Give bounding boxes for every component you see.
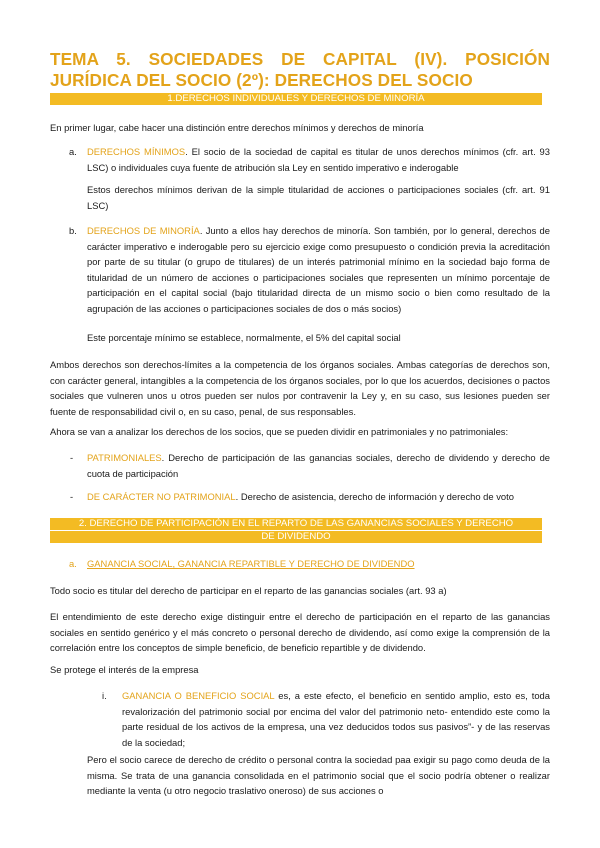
dash2-text: . Derecho de asistencia, derecho de información y derecho de voto — [235, 491, 514, 502]
paragraph-protege: Se protege el interés de la empresa — [50, 664, 199, 675]
list-item-ganancia-beneficio — [122, 688, 550, 750]
list-item-no-patrimonial — [87, 489, 550, 505]
section-heading-1: 1.DERECHOS INDIVIDUALES Y DERECHOS DE MINORÍA — [50, 93, 542, 105]
item-b-note: Este porcentaje mínimo se establece, normalmente, el 5% del capital social — [87, 332, 401, 343]
section-heading-2-line2: DE DIVIDENDO — [50, 531, 542, 543]
list-item-derechos-minimos — [87, 144, 550, 175]
list-marker-b: b. — [69, 225, 77, 236]
roman-i-text: es, a este efecto, el beneficio en sentido amplio, esto es, toda revalorización del patrimonio social por encima del valor del patrimonio neto- entendido este como la parte residual de los activos de la empresa, una vez deducidos todos sus pasivos”- y de las reservas de la sociedad; — [122, 690, 550, 748]
subsection-marker-a: a. — [69, 558, 77, 569]
list-item-derechos-minoria — [87, 223, 550, 317]
dash-marker-1: - — [70, 452, 74, 463]
paragraph-titular: Todo socio es titular del derecho de participar en el reparto de las ganancias sociales (art. 93 a) — [50, 585, 447, 596]
list-item-patrimoniales — [87, 450, 550, 481]
section-heading-2-line1: 2. DERECHO DE PARTICIPACIÓN EN EL REPARTO DE LAS GANANCIAS SOCIALES Y DERECHO — [50, 518, 542, 530]
page-title: TEMA 5. SOCIEDADES DE CAPITAL (IV). POSICIÓN JURÍDICA DEL SOCIO (2º): DERECHOS DEL SOCIO — [50, 49, 550, 90]
list-marker-a: a. — [69, 146, 77, 157]
paragraph-analizar: Ahora se van a analizar los derechos de los socios, que se pueden dividir en patrimoniales y no patrimoniales: — [50, 426, 509, 437]
paragraph-derechos-limites: Ambos derechos son derechos-límites a la competencia de los órganos sociales. Ambas categorías de derechos son, con carácter general, intangibles a la competencia de los órganos sociales, por lo que los acuerdos, decisiones o pactos sociales que vulneren unos u otros pueden ser nulos por contravenir la Ley y, en su caso, sus lesiones pueden ser fuente de responsabilidad civil o, en su caso, penal, de sus responsables. — [50, 359, 550, 417]
item-b-text: . Junto a ellos hay derechos de minoría. Son también, por lo general, derechos de carácter imperativo e inderogable pero su ejercicio exige como presupuesto o condición previa la acreditación por parte de su titular (o grupo de titulares) de un interés patrimonial mínimo en la sociedad bajo forma de titularidad de un número de acciones o participaciones sociales que representen un mínimo porcentaje de participación en el capital social (bajo titularidad directa de un mismo socio o bien como resultado de la agrupación de las acciones o participaciones sociales de dos o más socios) — [87, 225, 550, 314]
term-no-patrimonial: DE CARÁCTER NO PATRIMONIAL — [87, 491, 236, 502]
roman-marker-i: i. — [102, 690, 107, 701]
item-a-text: . El socio de la sociedad de capital es titular de unos derechos mínimos (cfr. art. 93 LSC) o individuales cuya fuente de atribución sla Ley en sentido imperativo e inderogable — [87, 146, 550, 173]
term-patrimoniales: PATRIMONIALES — [87, 452, 162, 463]
dash-marker-2: - — [70, 491, 74, 502]
paragraph-pero: Pero el socio carece de derecho de crédito o personal contra la sociedad paa exigir su pago como deuda de la misma. Se trata de una ganancia consolidada en el patrimonio social que el socio podría obtener o realizar mediante la venta (u otro negocio traslativo oneroso) de sus acciones o — [87, 754, 550, 797]
intro-paragraph: En primer lugar, cabe hacer una distinción entre derechos mínimos y derechos de minoría — [50, 122, 424, 133]
paragraph-entendimiento: El entendimiento de este derecho exige distinguir entre el derecho de participación en el reparto de las ganancias sociales en sentido genérico y el más concreto o personal derecho de dividendo, así como exige la comprensión de la correlación entre los conceptos de simple beneficio, de beneficio repartible y de dividendo. — [50, 611, 550, 654]
subsection-heading-ganancia-social: GANANCIA SOCIAL, GANANCIA REPARTIBLE Y DERECHO DE DIVIDENDO — [87, 558, 415, 569]
term-derechos-minimos: DERECHOS MÍNIMOS — [87, 146, 186, 157]
term-derechos-minoria: DERECHOS DE MINORÍA — [87, 225, 200, 236]
term-ganancia-beneficio: GANANCIA O BENEFICIO SOCIAL — [122, 690, 275, 701]
dash1-text: . Derecho de participación de las ganancias sociales, derecho de dividendo y derecho de cuota de participación — [87, 452, 550, 479]
item-a-note: Estos derechos mínimos derivan de la simple titularidad de acciones o participaciones sociales (cfr. art. 91 LSC) — [87, 184, 550, 211]
